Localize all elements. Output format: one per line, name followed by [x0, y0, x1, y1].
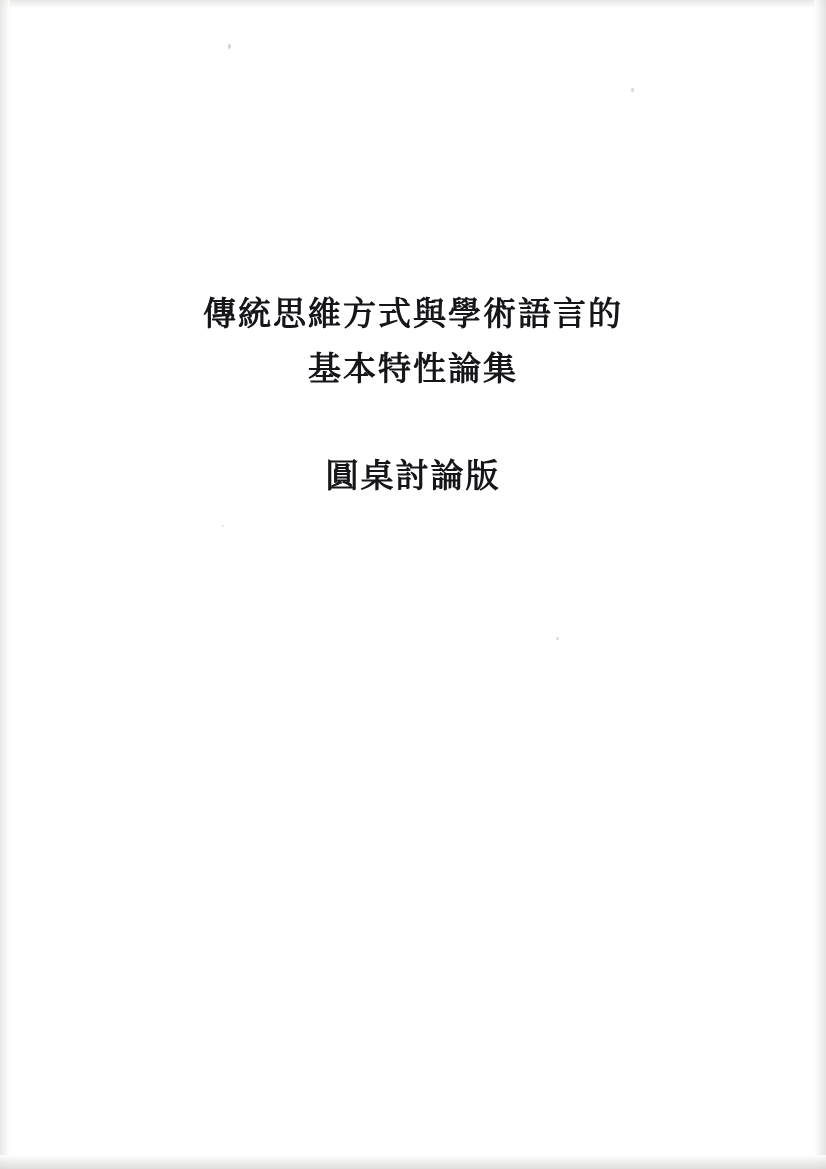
scan-speck	[556, 637, 559, 640]
page-subtitle	[0, 452, 826, 500]
page-title	[0, 286, 826, 396]
scan-speck	[631, 88, 634, 92]
page-edge-top	[0, 0, 826, 8]
page-edge-left	[0, 0, 10, 1169]
title-line-1: 傳統思維方式與學術語言的	[203, 294, 623, 333]
scan-speck	[222, 525, 224, 527]
page-edge-right	[814, 0, 826, 1169]
title-line-2: 基本特性論集	[308, 349, 518, 388]
subtitle-line-1: 圓桌討論版	[325, 456, 501, 495]
scan-speck	[228, 44, 231, 49]
page-edge-bottom	[0, 1155, 826, 1169]
